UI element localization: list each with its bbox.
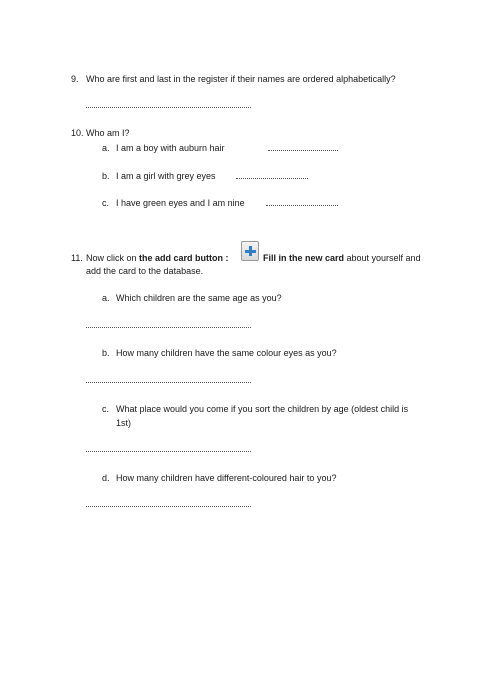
q11-intro-post: about yourself and (344, 253, 421, 263)
q11-intro-pre: Now click on (86, 253, 140, 263)
q9-number: 9. (71, 74, 79, 84)
q10b-letter: b. (102, 171, 110, 181)
q11b-text: How many children have the same colour eyes as you? (116, 348, 337, 358)
q11-add-card-label: the add card button : (139, 253, 229, 263)
q10-question: Who am I? (86, 128, 130, 138)
q11c-text: What place would you come if you sort the children by age (oldest child is (116, 404, 409, 414)
q11d-answer-line[interactable] (86, 506, 251, 507)
q11c-letter: c. (102, 404, 110, 414)
q11-number: 11. (71, 253, 83, 263)
q10c-text: I have green eyes and I am nine (116, 198, 245, 208)
q10a-answer-line[interactable] (268, 150, 338, 151)
q11b-answer-line[interactable] (86, 382, 251, 383)
q11a-answer-line[interactable] (86, 327, 251, 328)
q11d-letter: d. (102, 473, 110, 483)
q11b-letter: b. (102, 348, 110, 358)
q9-question: Who are first and last in the register if their names are ordered alphabetically? (86, 74, 396, 84)
add-card-button[interactable] (241, 241, 259, 261)
q10c-letter: c. (102, 198, 110, 208)
q10c-answer-line[interactable] (266, 205, 338, 206)
q10b-answer-line[interactable] (236, 178, 308, 179)
q11a-text: Which children are the same age as you? (116, 293, 282, 303)
q10b-text: I am a girl with grey eyes (116, 171, 216, 181)
q11-intro-line2: add the card to the database. (86, 266, 204, 276)
q11c-text-cont: 1st) (116, 418, 132, 428)
q11-intro-line1b (263, 253, 421, 264)
q11a-letter: a. (102, 293, 110, 303)
q11-intro-line1 (86, 253, 229, 264)
q11-fill-card-label: Fill in the new card (263, 253, 345, 263)
q10-number: 10. (71, 128, 84, 138)
q11c-answer-line[interactable] (86, 451, 251, 452)
q9-answer-line[interactable] (86, 107, 251, 108)
q10a-letter: a. (102, 143, 110, 153)
q10a-text: I am a boy with auburn hair (116, 143, 225, 153)
q11d-text: How many children have different-coloured hair to you? (116, 473, 337, 483)
